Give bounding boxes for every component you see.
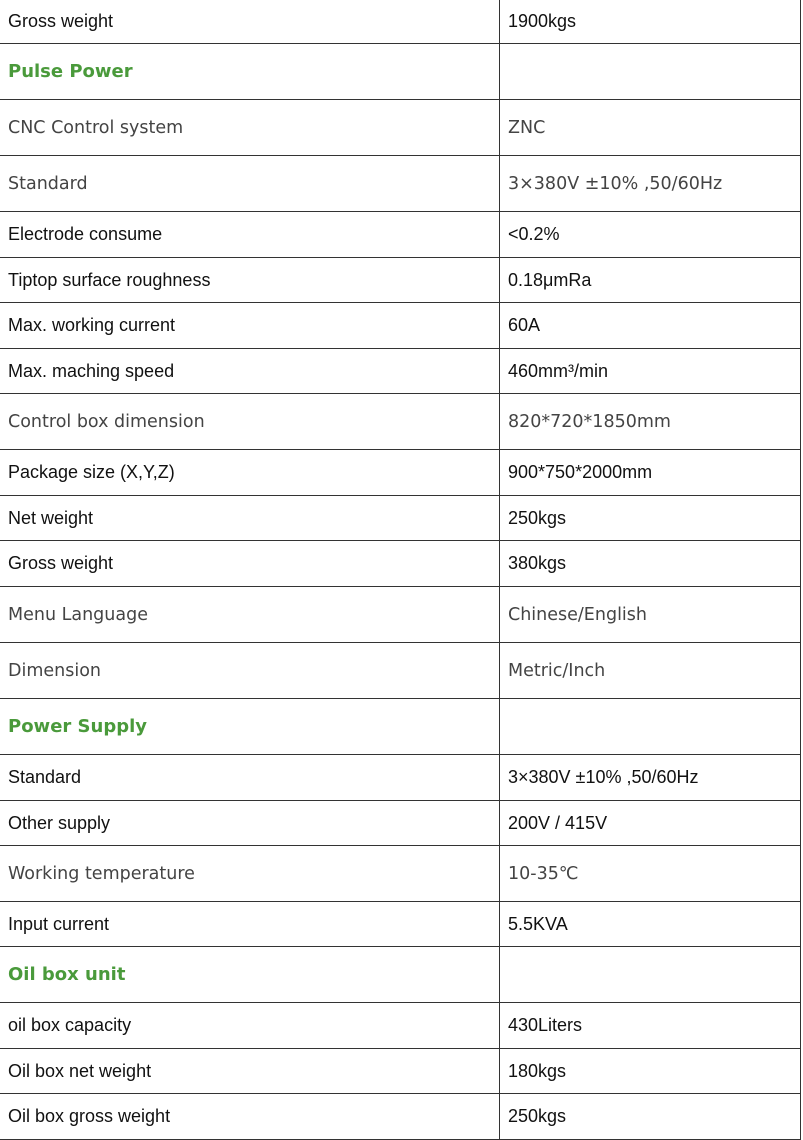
spec-row-oil-box-capacity [0,1003,801,1049]
spec-row-standard-supply [0,755,801,801]
spec-value: 3×380V ±10% ,50/60Hz [500,156,801,212]
spec-label: Net weight [0,496,500,541]
spec-row-other-supply [0,801,801,846]
spec-label: Standard [0,156,500,212]
spec-label: Max. working current [0,303,500,349]
spec-label: Tiptop surface roughness [0,258,500,303]
spec-label: Control box dimension [0,394,500,450]
section-heading: Power Supply [0,699,500,755]
spec-value: 200V / 415V [500,801,801,846]
spec-row-oil-box-gross-weight [0,1094,801,1140]
spec-value: Chinese/English [500,587,801,643]
spec-value: 1900kgs [500,0,801,44]
spec-label: Gross weight [0,0,500,44]
spec-label: Oil box gross weight [0,1094,500,1140]
section-row-pulse-power [0,44,801,100]
spec-row-gross-weight [0,0,801,44]
spec-row-electrode-consume [0,212,801,258]
spec-row-control-box-dimension [0,394,801,450]
spec-value: 0.18μmRa [500,258,801,303]
spec-label: oil box capacity [0,1003,500,1049]
spec-label: Menu Language [0,587,500,643]
spec-label: Max. maching speed [0,349,500,394]
spec-value: 460mm³/min [500,349,801,394]
spec-row-working-temperature [0,846,801,902]
spec-value: 10-35℃ [500,846,801,902]
spec-label: Gross weight [0,541,500,587]
spec-value: <0.2% [500,212,801,258]
spec-value: 3×380V ±10% ,50/60Hz [500,755,801,801]
spec-row-net-weight [0,496,801,541]
spec-label: CNC Control system [0,100,500,156]
section-heading: Pulse Power [0,44,500,100]
spec-label: Working temperature [0,846,500,902]
spec-label: Oil box net weight [0,1049,500,1094]
spec-row-package-size [0,450,801,496]
spec-value: 900*750*2000mm [500,450,801,496]
spec-row-oil-box-net-weight [0,1049,801,1094]
spec-value: 250kgs [500,1094,801,1140]
spec-value: 5.5KVA [500,902,801,947]
spec-label: Input current [0,902,500,947]
spec-value: 430Liters [500,1003,801,1049]
spec-label: Electrode consume [0,212,500,258]
spec-value [500,699,801,755]
spec-row-cnc-control-system [0,100,801,156]
spec-row-menu-language [0,587,801,643]
section-row-power-supply [0,699,801,755]
spec-row-max-working-current [0,303,801,349]
spec-row-input-current [0,902,801,947]
spec-value [500,44,801,100]
spec-label: Standard [0,755,500,801]
spec-value: 820*720*1850mm [500,394,801,450]
section-row-oil-box-unit [0,947,801,1003]
spec-value [500,947,801,1003]
spec-value: 60A [500,303,801,349]
spec-label: Package size (X,Y,Z) [0,450,500,496]
spec-row-dimension [0,643,801,699]
spec-value: 180kgs [500,1049,801,1094]
spec-value: 250kgs [500,496,801,541]
spec-value: 380kgs [500,541,801,587]
spec-value: ZNC [500,100,801,156]
section-heading: Oil box unit [0,947,500,1003]
spec-label: Other supply [0,801,500,846]
spec-row-standard [0,156,801,212]
spec-row-surface-roughness [0,258,801,303]
spec-row-gross-weight-2 [0,541,801,587]
spec-label: Dimension [0,643,500,699]
spec-row-max-maching-speed [0,349,801,394]
spec-value: Metric/Inch [500,643,801,699]
